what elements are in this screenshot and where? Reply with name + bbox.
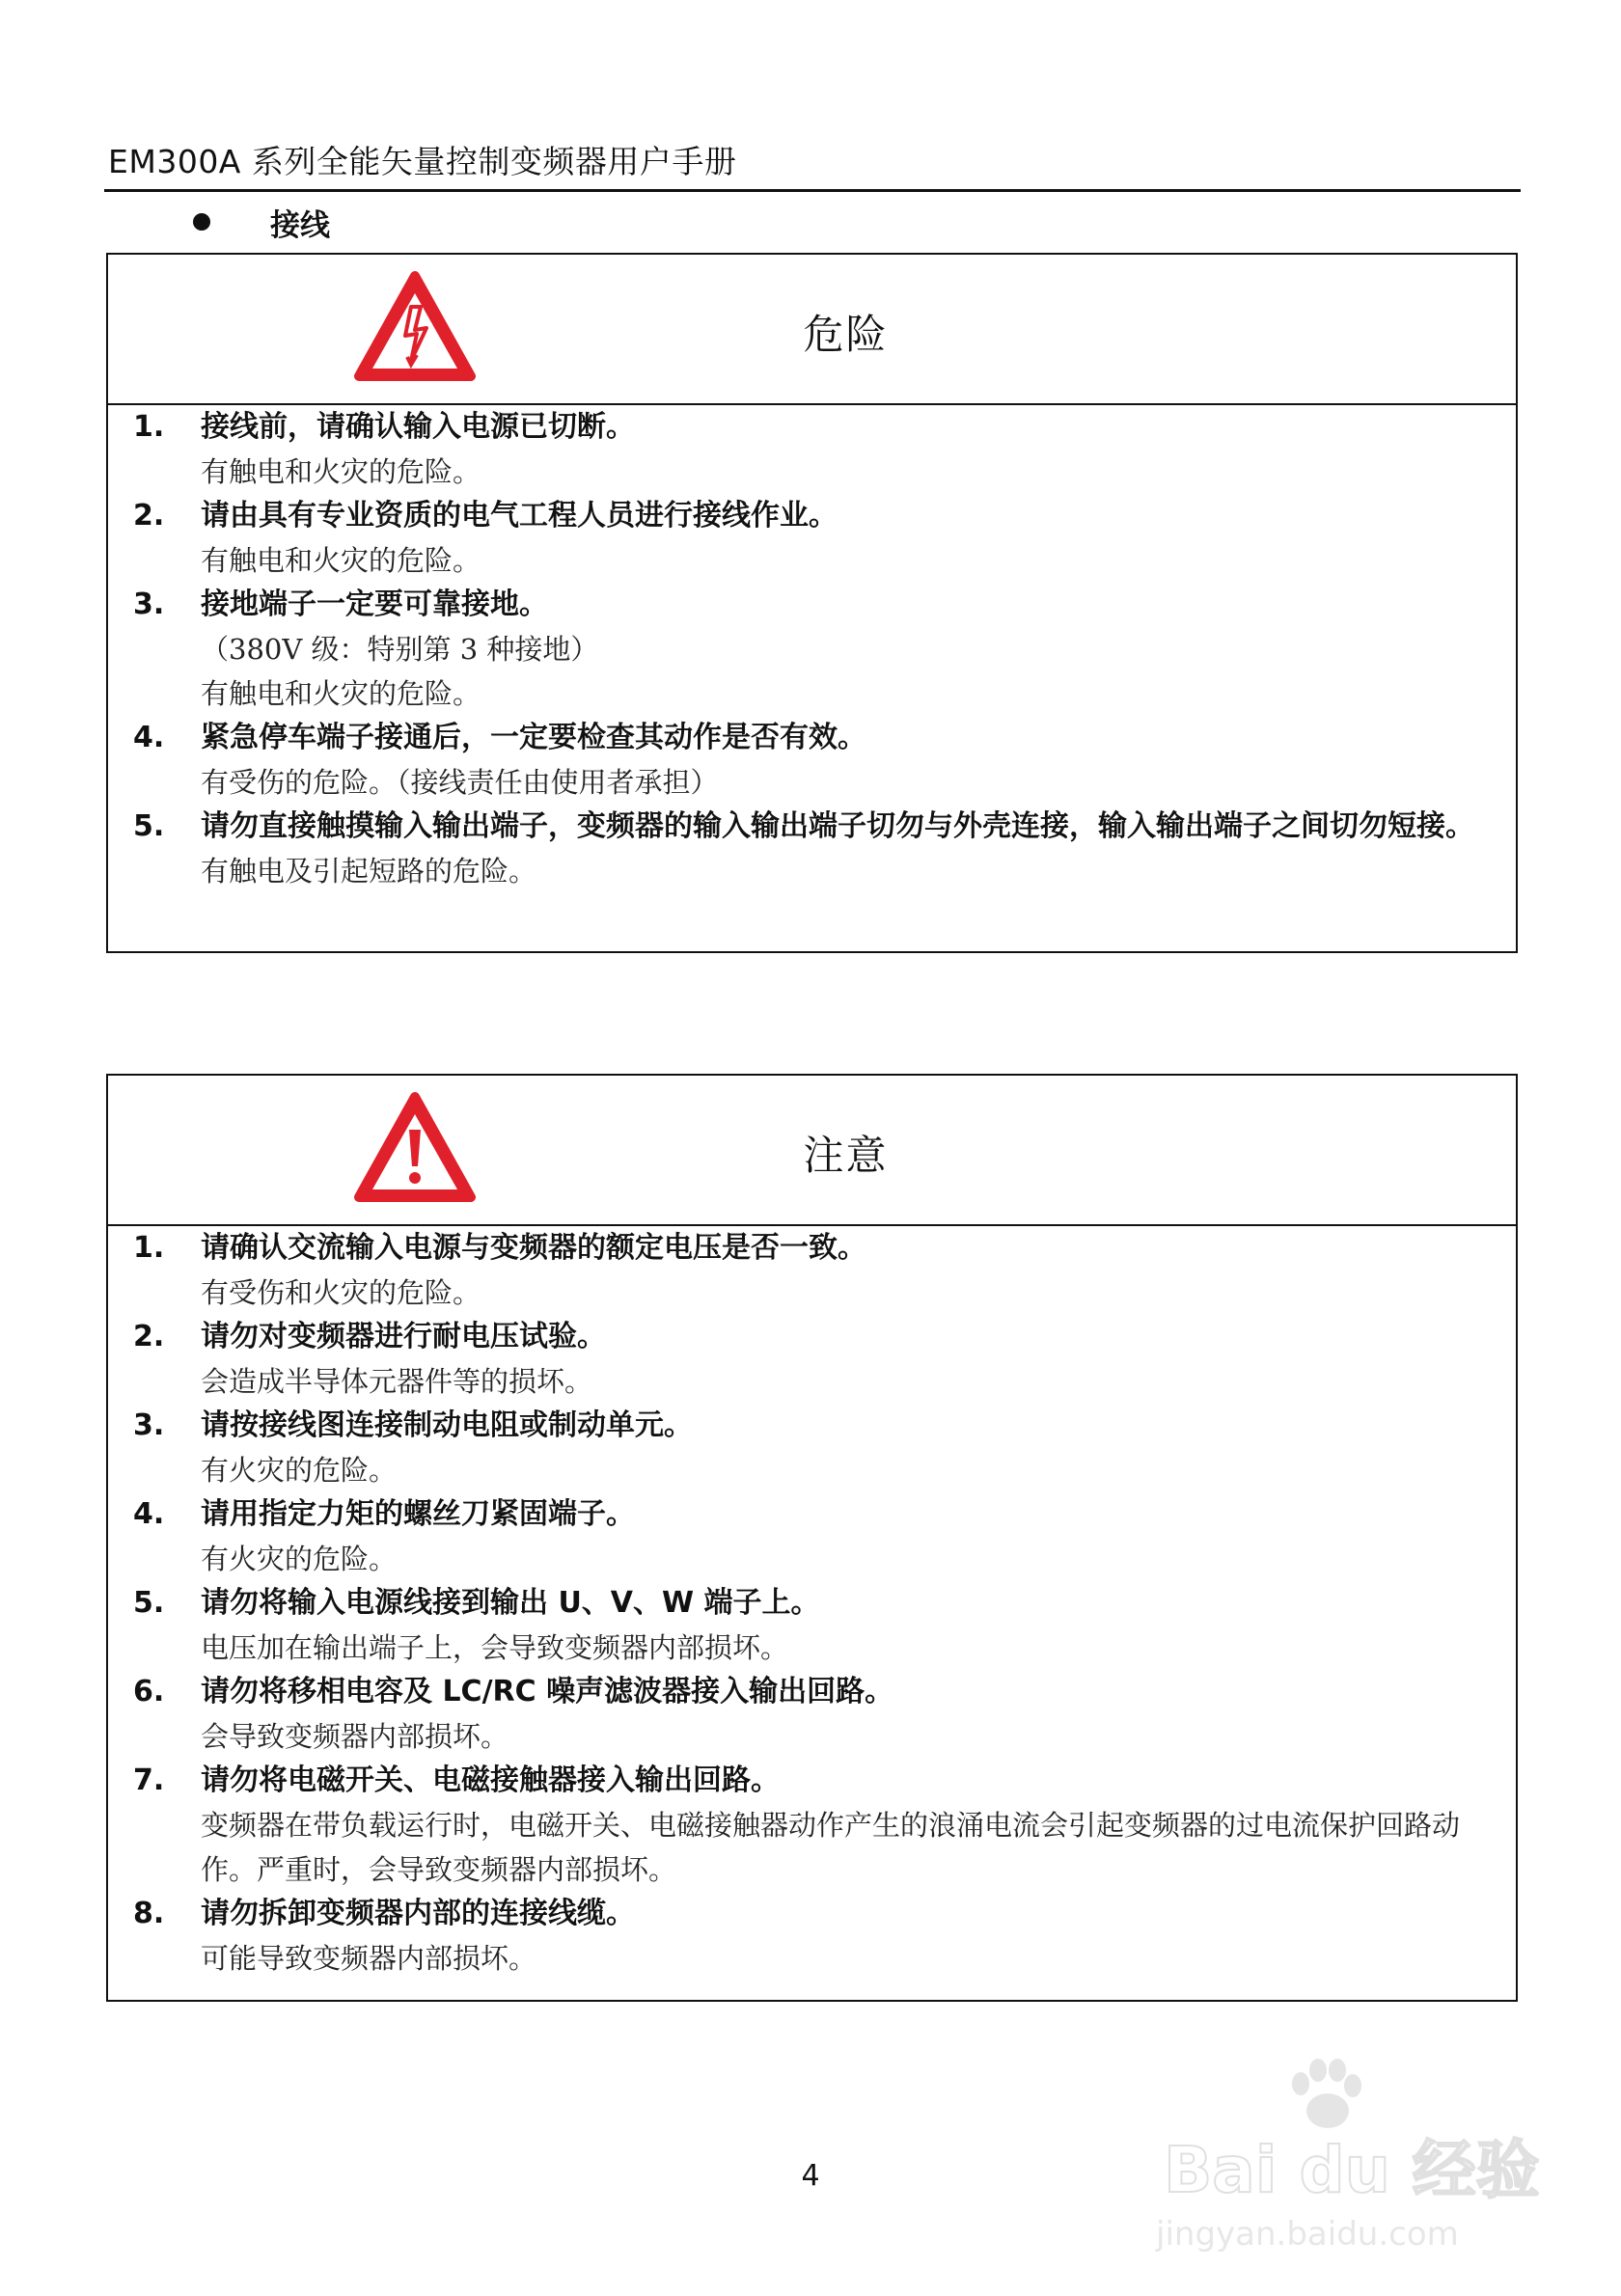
danger-item-list xyxy=(108,405,1516,893)
warning-item xyxy=(108,583,1497,716)
warning-item-heading xyxy=(108,583,1497,627)
warning-item-heading xyxy=(108,1226,1497,1271)
item-consequence: 有火灾的危险。 xyxy=(201,1454,398,1487)
item-instruction: 请由具有专业资质的电气工程人员进行接线作业。 xyxy=(201,499,838,533)
item-instruction: 请勿直接触摸输入输出端子，变频器的输入输出端子切勿与外壳连接，输入输出端子之间切勿短接。 xyxy=(201,809,1474,843)
warning-item-heading xyxy=(108,405,1497,450)
item-number: 4. xyxy=(133,721,165,754)
item-consequence: 可能导致变频器内部损坏。 xyxy=(201,1942,537,1975)
bullet-icon xyxy=(193,213,210,231)
caution-item-list xyxy=(108,1226,1516,1981)
item-number: 2. xyxy=(133,1320,165,1353)
item-consequence: 会造成半导体元器件等的损坏。 xyxy=(201,1365,593,1398)
warning-item xyxy=(108,805,1497,893)
warning-item-heading xyxy=(108,1492,1497,1537)
watermark-text: Bai du 经验 xyxy=(1164,2133,1540,2207)
item-number: 4. xyxy=(133,1497,165,1531)
danger-box xyxy=(106,253,1518,953)
item-consequence: 有触电及引起短路的危险。 xyxy=(201,855,537,888)
warning-item xyxy=(108,1892,1497,1981)
item-number: 8. xyxy=(133,1897,165,1930)
warning-item-heading xyxy=(108,1892,1497,1936)
item-consequence: 有触电和火灾的危险。 xyxy=(201,677,481,710)
item-number: 3. xyxy=(133,1408,165,1442)
item-consequence: 有受伤和火灾的危险。 xyxy=(201,1276,481,1309)
warning-item-heading xyxy=(108,1404,1497,1448)
warning-item-heading xyxy=(108,494,1497,538)
section-title: 接线 xyxy=(270,207,330,243)
warning-item xyxy=(108,494,1497,583)
item-consequence: 有触电和火灾的危险。 xyxy=(201,544,481,577)
caution-box-header xyxy=(108,1076,1516,1226)
item-instruction: 请勿将移相电容及 LC/RC 噪声滤波器接入输出回路。 xyxy=(201,1675,894,1708)
item-instruction: 请勿对变频器进行耐电压试验。 xyxy=(201,1320,606,1353)
item-consequence: 有火灾的危险。 xyxy=(201,1543,398,1575)
item-number: 7. xyxy=(133,1763,165,1797)
warning-item xyxy=(108,716,1497,805)
page-number: 4 xyxy=(801,2159,820,2193)
item-consequence: 变频器在带负载运行时，电磁开关、电磁接触器动作产生的浪涌电流会引起变频器的过电流保护回路动作。严重时，会导致变频器内部损坏。 xyxy=(201,1809,1461,1886)
item-number: 5. xyxy=(133,809,165,843)
warning-item xyxy=(108,1315,1497,1404)
item-consequence: 电压加在输出端子上，会导致变频器内部损坏。 xyxy=(201,1631,789,1664)
section-heading xyxy=(193,201,330,243)
warning-item-heading xyxy=(108,716,1497,760)
item-consequence: 有触电和火灾的危险。 xyxy=(201,455,481,488)
warning-item-heading xyxy=(108,1581,1497,1626)
danger-box-title: 危险 xyxy=(803,311,889,358)
warning-item xyxy=(108,1581,1497,1670)
header-divider xyxy=(104,189,1521,192)
item-consequence: （380V 级：特别第 3 种接地） xyxy=(201,633,599,666)
danger-box-header xyxy=(108,255,1516,405)
item-instruction: 请勿拆卸变频器内部的连接线缆。 xyxy=(201,1897,635,1930)
warning-item-heading xyxy=(108,805,1497,849)
item-number: 1. xyxy=(133,410,165,444)
document-header-title: EM300A 系列全能矢量控制变频器用户手册 xyxy=(108,143,737,180)
warning-item-heading xyxy=(108,1670,1497,1714)
item-instruction: 请勿将输入电源线接到输出 U、V、W 端子上。 xyxy=(201,1586,820,1620)
warning-item xyxy=(108,405,1497,494)
item-instruction: 请勿将电磁开关、电磁接触器接入输出回路。 xyxy=(201,1763,780,1797)
warning-item xyxy=(108,1404,1497,1492)
warning-item xyxy=(108,1759,1497,1892)
item-instruction: 接地端子一定要可靠接地。 xyxy=(201,588,548,621)
watermark-url: jingyan.baidu.com xyxy=(1156,2215,1459,2254)
watermark xyxy=(1144,2055,1540,2257)
item-number: 3. xyxy=(133,588,165,621)
item-instruction: 请确认交流输入电源与变频器的额定电压是否一致。 xyxy=(201,1231,866,1265)
warning-item xyxy=(108,1670,1497,1759)
item-consequence: 会导致变频器内部损坏。 xyxy=(201,1720,509,1753)
item-consequence: 有受伤的危险。（接线责任由使用者承担） xyxy=(201,766,719,799)
item-instruction: 接线前，请确认输入电源已切断。 xyxy=(201,410,635,444)
caution-box-title: 注意 xyxy=(803,1132,889,1179)
item-instruction: 请按接线图连接制动电阻或制动单元。 xyxy=(201,1408,693,1442)
item-number: 1. xyxy=(133,1231,165,1265)
item-instruction: 请用指定力矩的螺丝刀紧固端子。 xyxy=(201,1497,635,1531)
item-number: 5. xyxy=(133,1586,165,1620)
warning-item xyxy=(108,1226,1497,1315)
warning-item-heading xyxy=(108,1759,1497,1803)
warning-item xyxy=(108,1492,1497,1581)
warning-item-heading xyxy=(108,1315,1497,1359)
item-instruction: 紧急停车端子接通后，一定要检查其动作是否有效。 xyxy=(201,721,866,754)
item-number: 2. xyxy=(133,499,165,533)
caution-box xyxy=(106,1074,1518,2002)
item-number: 6. xyxy=(133,1675,165,1708)
